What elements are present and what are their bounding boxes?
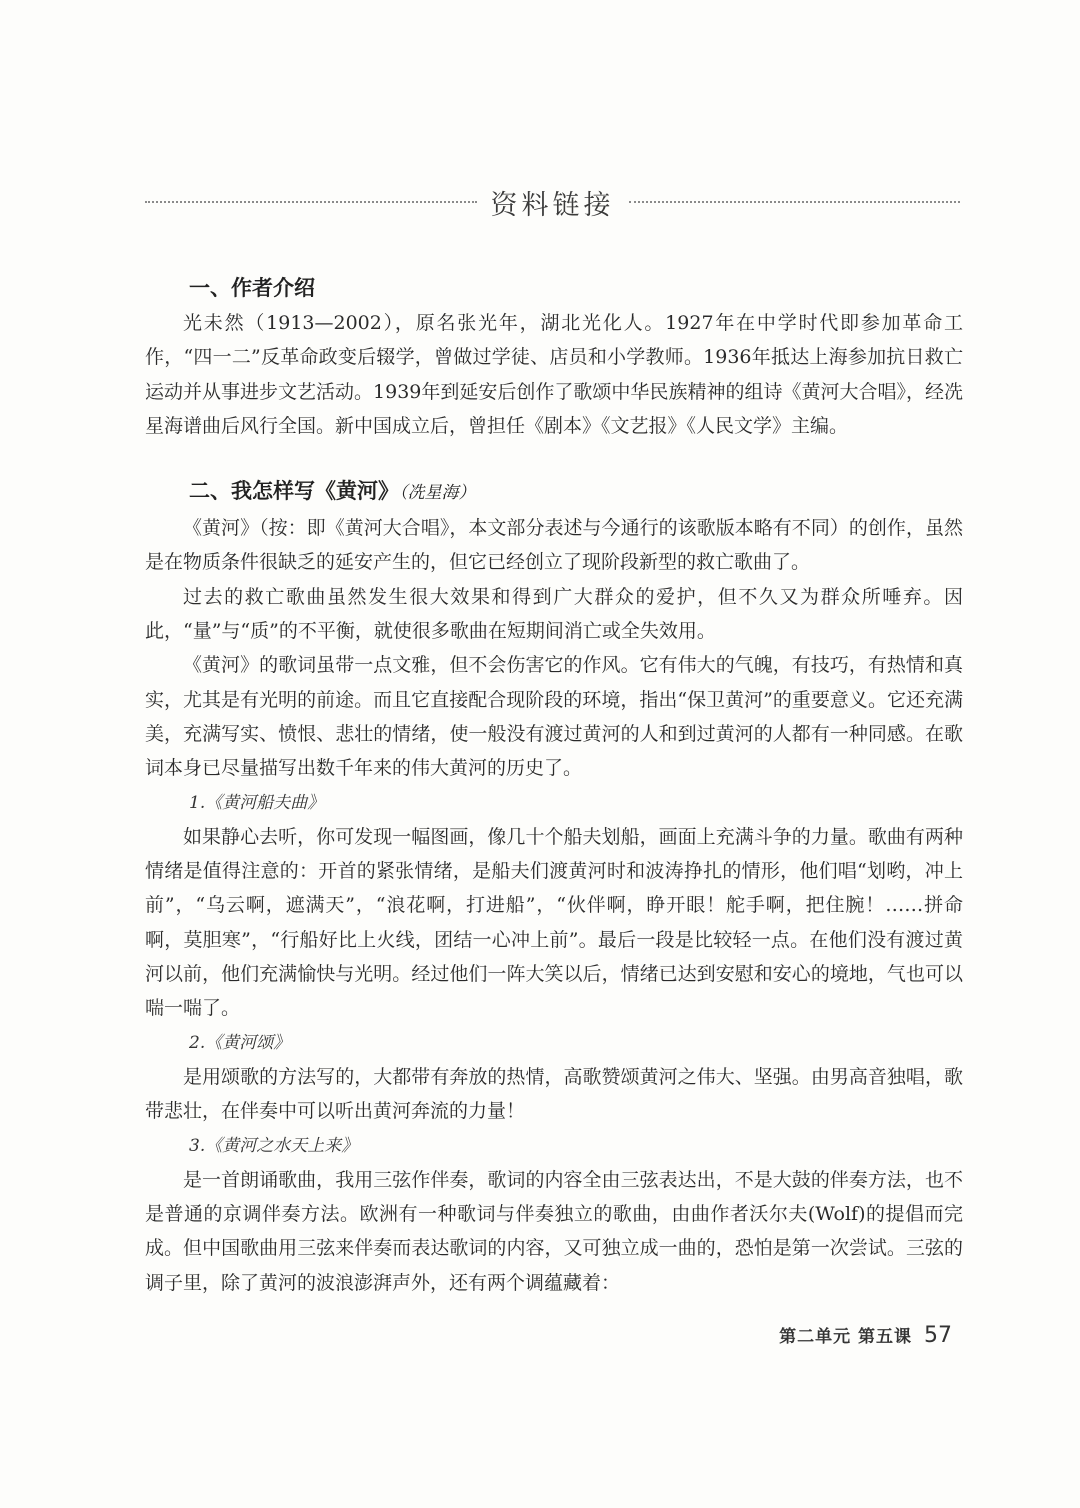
- song-title: 3.《黄河之水天上来》: [189, 1135, 359, 1156]
- unit-lesson-label: 第二单元 第五课: [779, 1327, 912, 1347]
- song-description: 如果静心去听，你可发现一幅图画，像几十个船夫划船，画面上充满斗争的力量。歌曲有两种情绪是值得注意的：开首的紧张情绪，是船夫们渡黄河时和波涛挣扎的情形，他们唱“划哟，冲上前”，“乌云啊，遮满天”，“浪花啊，打进船”，“伙伴啊，睁开眼！舵手啊，把住腕！……拼命啊，莫胆寒”，“行船好比上火线，团结一心冲上前”。最后一段是比较轻一点。在他们没有渡过黄河以前，他们充满愉快与光明。经过他们一阵大笑以后，情绪已达到安慰和安心的境地，气也可以喘一喘了。: [145, 825, 963, 1020]
- song-description: 是用颂歌的方法写的，大都带有奔放的热情，高歌赞颂黄河之伟大、坚强。由男高音独唱，歌带悲壮，在伴奏中可以听出黄河奔流的力量！: [145, 1065, 963, 1123]
- page-footer: [779, 1322, 952, 1348]
- how-i-wrote-title: 二、我怎样写《黄河》: [189, 479, 399, 504]
- author-intro-heading: 一、作者介绍: [189, 276, 315, 300]
- dotted-rule-left: [145, 201, 477, 203]
- page-number: 57: [924, 1323, 952, 1348]
- song-title: 2.《黄河颂》: [189, 1032, 291, 1053]
- how-i-wrote-author: （冼星海）: [399, 483, 476, 504]
- main-content: [145, 270, 963, 1300]
- paragraph: 《黄河》（按：即《黄河大合唱》，本文部分表述与今通行的该歌版本略有不同）的创作，虽然是在物质条件很缺乏的延安产生的，但它已经创立了现阶段新型的救亡歌曲了。: [145, 517, 963, 574]
- dotted-rule-right: [629, 201, 961, 203]
- song-title: 1.《黄河船夫曲》: [189, 792, 325, 813]
- paragraph: 《黄河》的歌词虽带一点文雅，但不会伤害它的作风。它有伟大的气魄，有技巧，有热情和真实，尤其是有光明的前途。而且它直接配合现阶段的环境，指出“保卫黄河”的重要意义。它还充满美，充满写实、愤恨、悲壮的情绪，使一般没有渡过黄河的人和到过黄河的人都有一种同感。在歌词本身已尽量描写出数千年来的伟大黄河的历史了。: [145, 654, 963, 780]
- section-title: 资料链接: [490, 189, 615, 221]
- section-gap: [145, 443, 963, 473]
- song-description: 是一首朗诵歌曲，我用三弦作伴奏，歌词的内容全由三弦表达出，不是大鼓的伴奏方法，也不是普通的京调伴奏方法。欧洲有一种歌词与伴奏独立的歌曲，由曲作者沃尔夫(Wolf)的提倡而完成。但中国歌曲用三弦来伴奏而表达歌词的内容，又可独立成一曲的，恐怕是第一次尝试。三弦的调子里，除了黄河的波浪澎湃声外，还有两个调蕴藏着：: [145, 1168, 963, 1294]
- section-header: [145, 180, 960, 224]
- author-intro-paragraph: 光未然（1913—2002），原名张光年，湖北光化人。1927年在中学时代即参加革命工作，“四一二”反革命政变后辍学，曾做过学徒、店员和小学教师。1936年抵达上海参加抗日救亡运动并从事进步文艺活动。1939年到延安后创作了歌颂中华民族精神的组诗《黄河大合唱》，经冼星海谱曲后风行全国。新中国成立后，曾担任《剧本》《文艺报》《人民文学》主编。: [145, 312, 963, 437]
- how-i-wrote-heading: [145, 473, 963, 511]
- paragraph: 过去的救亡歌曲虽然发生很大效果和得到广大群众的爱护，但不久又为群众所唾弃。因此，“量”与“质”的不平衡，就使很多歌曲在短期间消亡或全失效用。: [145, 585, 963, 643]
